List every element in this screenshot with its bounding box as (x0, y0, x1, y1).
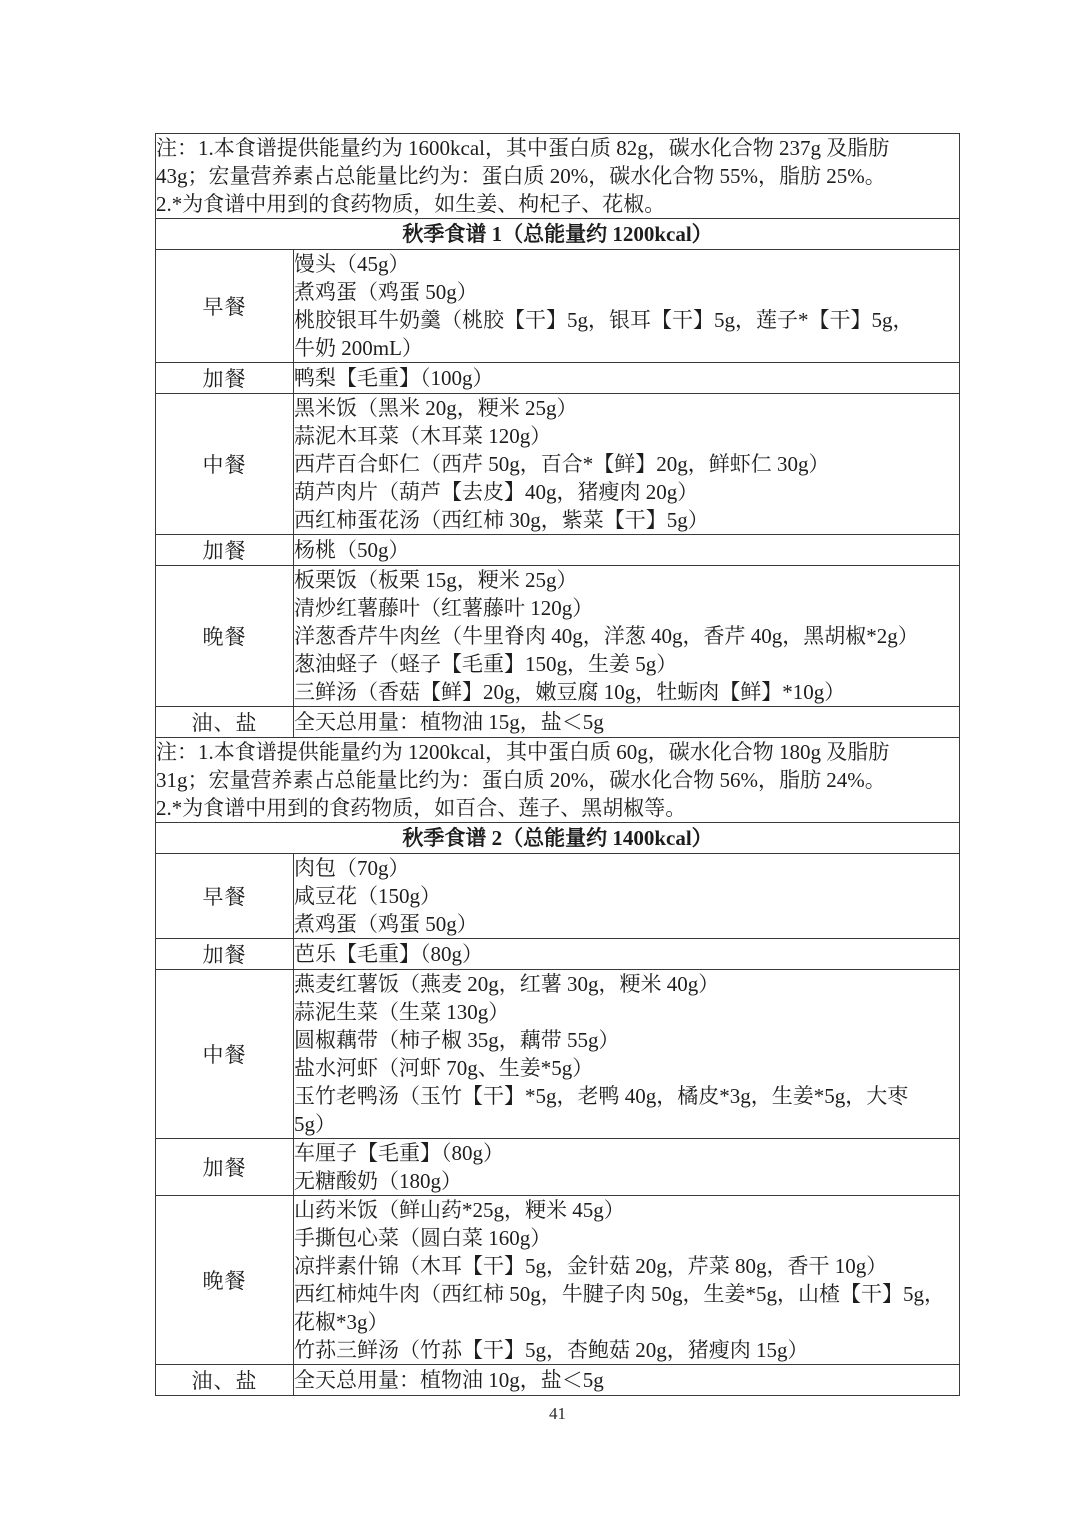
note-line: 2.*为食谱中用到的食药物质，如生姜、枸杞子、花椒。 (156, 192, 666, 216)
menu-item: 咸豆花（150g） (294, 884, 441, 908)
meal-label: 中餐 (156, 394, 294, 535)
meal-row (156, 394, 960, 535)
menu-item: 馒头（45g） (294, 252, 410, 276)
menu-item: 蒜泥生菜（生菜 130g） (294, 1000, 510, 1024)
menu-item: 全天总用量：植物油 10g，盐＜5g (294, 1368, 604, 1392)
menu-item: 燕麦红薯饭（燕麦 20g，红薯 30g，粳米 40g） (294, 972, 720, 996)
meal-row (156, 1139, 960, 1196)
meal-row (156, 1365, 960, 1396)
menu-item: 洋葱香芹牛肉丝（牛里脊肉 40g，洋葱 40g，香芹 40g，黑胡椒*2g） (294, 624, 919, 648)
meal-row (156, 939, 960, 970)
menu-item: 无糖酸奶（180g） (294, 1169, 462, 1193)
page-number: 41 (549, 1404, 566, 1423)
menu-item: 芭乐【毛重】（80g） (294, 942, 483, 966)
meal-label: 油、盐 (156, 707, 294, 738)
meal-items (294, 970, 960, 1139)
meal-label: 早餐 (156, 250, 294, 363)
meal-items (294, 939, 960, 970)
menu-item: 西红柿炖牛肉（西红柿 50g，牛腱子肉 50g，生姜*5g，山楂【干】5g， (294, 1282, 945, 1306)
meal-items (294, 1196, 960, 1365)
note-line: 43g；宏量营养素占总能量比约为：蛋白质 20%，碳水化合物 55%，脂肪 25%。 (156, 164, 886, 188)
meal-label: 加餐 (156, 535, 294, 566)
menu-item: 凉拌素什锦（木耳【干】5g，金针菇 20g，芹菜 80g，香干 10g） (294, 1254, 888, 1278)
meal-items (294, 854, 960, 939)
meal-label: 油、盐 (156, 1365, 294, 1396)
note (156, 134, 960, 219)
meal-items (294, 363, 960, 394)
title-row (156, 823, 960, 854)
menu-item: 肉包（70g） (294, 856, 410, 880)
menu-item: 板栗饭（板栗 15g，粳米 25g） (294, 568, 578, 592)
menu-item: 牛奶 200mL） (294, 336, 423, 360)
meal-items (294, 566, 960, 707)
note-line: 31g；宏量营养素占总能量比约为：蛋白质 20%，碳水化合物 56%，脂肪 24%。 (156, 768, 886, 792)
menu-item: 圆椒藕带（柿子椒 35g，藕带 55g） (294, 1028, 620, 1052)
note-row (156, 738, 960, 823)
menu-item: 盐水河虾（河虾 70g、生姜*5g） (294, 1056, 594, 1080)
meal-row (156, 250, 960, 363)
note-row (156, 134, 960, 219)
menu-item: 三鲜汤（香菇【鲜】20g，嫩豆腐 10g，牡蛎肉【鲜】*10g） (294, 680, 846, 704)
menu-item: 玉竹老鸭汤（玉竹【干】*5g，老鸭 40g，橘皮*3g，生姜*5g，大枣 (294, 1084, 909, 1108)
meal-items (294, 535, 960, 566)
meal-label: 早餐 (156, 854, 294, 939)
table-title: 秋季食谱 2（总能量约 1400kcal） (156, 823, 960, 854)
meal-row (156, 1196, 960, 1365)
menu-item: 全天总用量：植物油 15g，盐＜5g (294, 710, 604, 734)
meal-label: 加餐 (156, 939, 294, 970)
table-title: 秋季食谱 1（总能量约 1200kcal） (156, 219, 960, 250)
meal-label: 加餐 (156, 363, 294, 394)
menu-item: 花椒*3g） (294, 1310, 389, 1334)
menu-item: 葫芦肉片（葫芦【去皮】40g，猪瘦肉 20g） (294, 480, 699, 504)
meal-items (294, 1365, 960, 1396)
meal-row (156, 707, 960, 738)
meal-items (294, 707, 960, 738)
meal-label: 晚餐 (156, 566, 294, 707)
meal-row (156, 363, 960, 394)
menu-item: 手撕包心菜（圆白菜 160g） (294, 1226, 552, 1250)
meal-items (294, 394, 960, 535)
menu-item: 煮鸡蛋（鸡蛋 50g） (294, 912, 478, 936)
meal-row (156, 970, 960, 1139)
menu-table (155, 133, 960, 1396)
menu-item: 车厘子【毛重】（80g） (294, 1141, 504, 1165)
meal-items (294, 250, 960, 363)
menu-item: 清炒红薯藤叶（红薯藤叶 120g） (294, 596, 594, 620)
menu-item: 山药米饭（鲜山药*25g，粳米 45g） (294, 1198, 625, 1222)
menu-item: 西红柿蛋花汤（西红柿 30g，紫菜【干】5g） (294, 508, 709, 532)
menu-item: 竹荪三鲜汤（竹荪【干】5g，杏鲍菇 20g，猪瘦肉 15g） (294, 1338, 809, 1362)
menu-item: 杨桃（50g） (294, 538, 410, 562)
note-line: 注：1.本食谱提供能量约为 1600kcal，其中蛋白质 82g，碳水化合物 237g 及脂肪 (156, 136, 890, 160)
title-row (156, 219, 960, 250)
menu-item: 黑米饭（黑米 20g，粳米 25g） (294, 396, 578, 420)
note (156, 738, 960, 823)
note-line: 注：1.本食谱提供能量约为 1200kcal，其中蛋白质 60g，碳水化合物 180g 及脂肪 (156, 740, 890, 764)
meal-label: 加餐 (156, 1139, 294, 1196)
menu-item: 西芹百合虾仁（西芹 50g，百合*【鲜】20g，鲜虾仁 30g） (294, 452, 830, 476)
menu-item: 葱油蛏子（蛏子【毛重】150g，生姜 5g） (294, 652, 678, 676)
note-line: 2.*为食谱中用到的食药物质，如百合、莲子、黑胡椒等。 (156, 796, 687, 820)
menu-item: 桃胶银耳牛奶羹（桃胶【干】5g，银耳【干】5g，莲子*【干】5g， (294, 308, 914, 332)
menu-item: 蒜泥木耳菜（木耳菜 120g） (294, 424, 552, 448)
menu-item: 煮鸡蛋（鸡蛋 50g） (294, 280, 478, 304)
meal-label: 晚餐 (156, 1196, 294, 1365)
meal-row (156, 535, 960, 566)
meal-items (294, 1139, 960, 1196)
menu-item: 鸭梨【毛重】（100g） (294, 366, 494, 390)
meal-row (156, 854, 960, 939)
menu-item: 5g） (294, 1112, 336, 1136)
meal-label: 中餐 (156, 970, 294, 1139)
meal-row (156, 566, 960, 707)
